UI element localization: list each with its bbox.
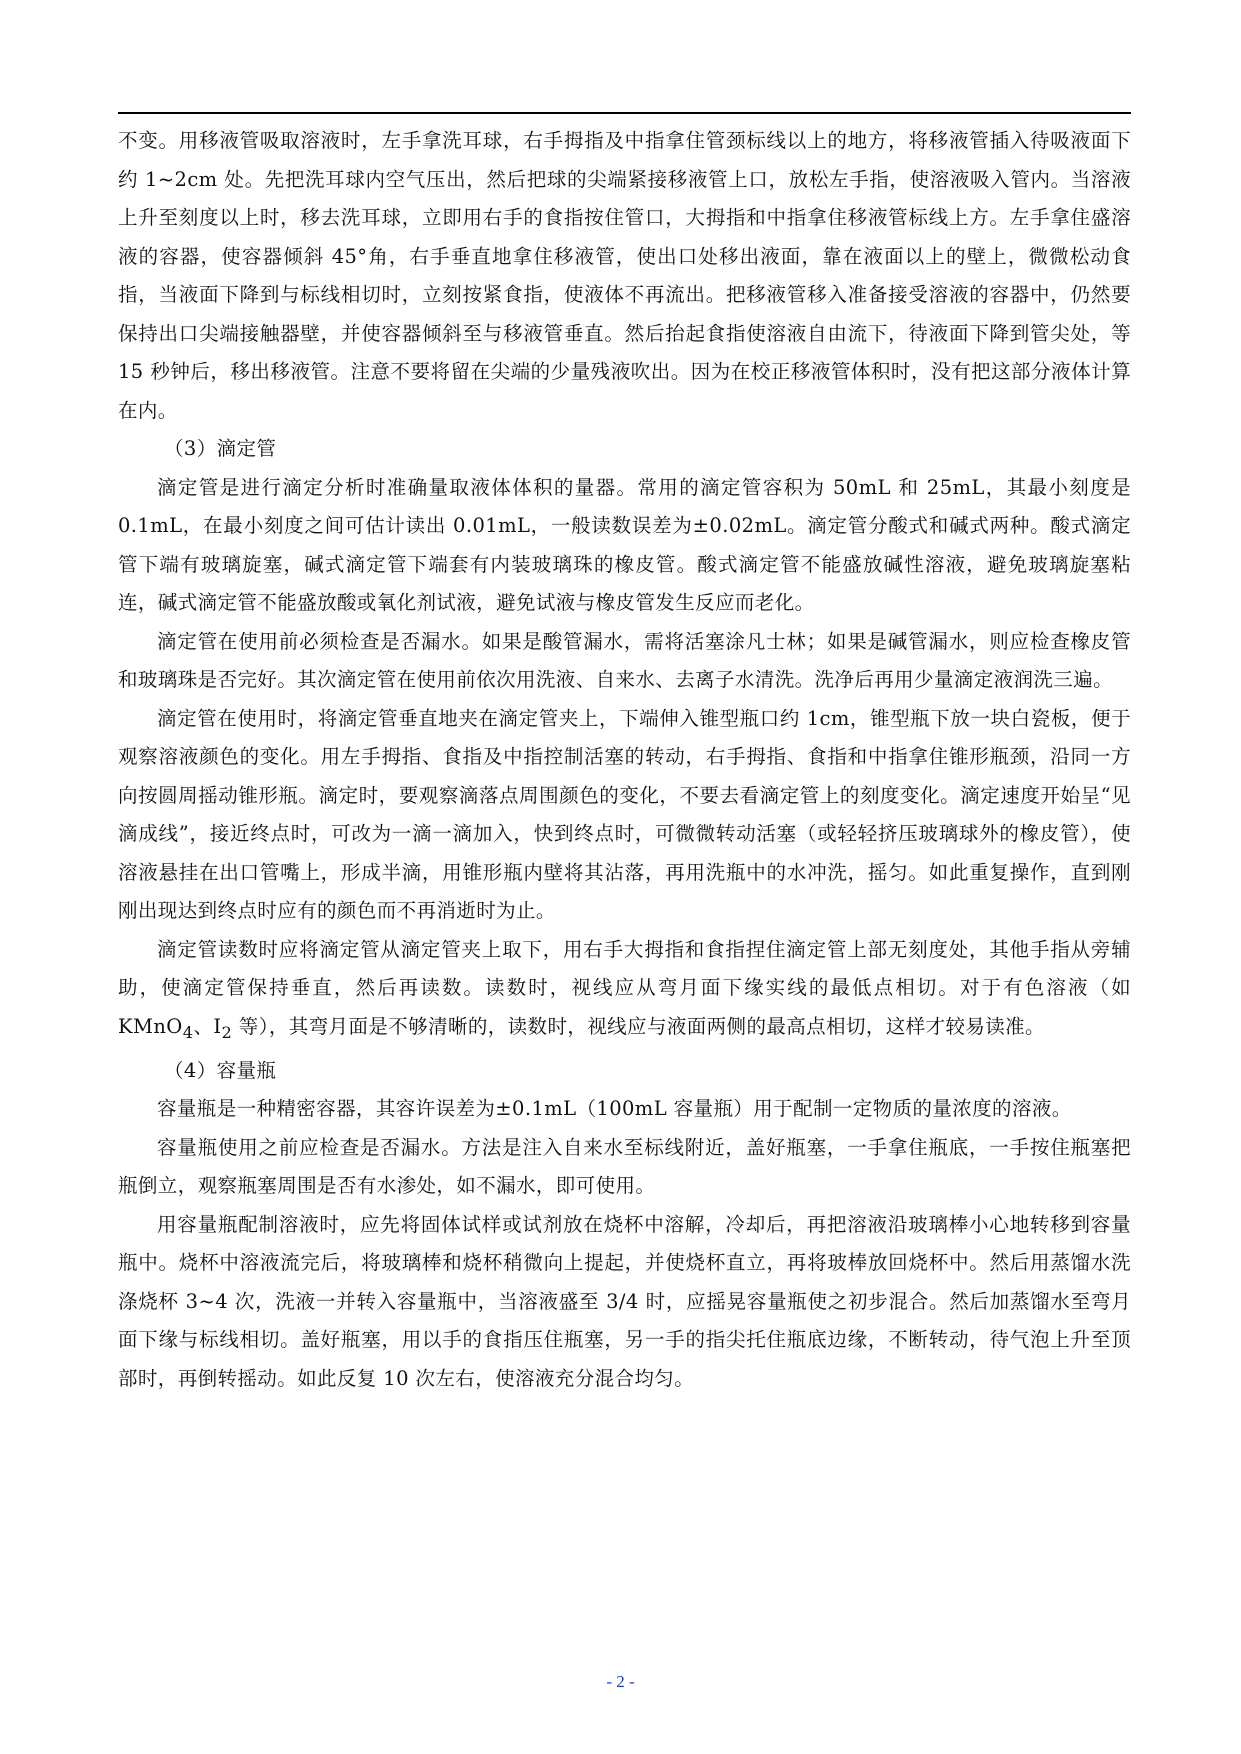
header-rule — [118, 112, 1131, 114]
section-heading-burette: （3）滴定管 — [164, 437, 277, 460]
paragraph-flask-preparation: 用容量瓶配制溶液时，应先将固体试样或试剂放在烧杯中溶解，冷却后，再把溶液沿玻璃棒小心地转移到容量瓶中。烧杯中溶液流完后，将玻璃棒和烧杯稍微向上提起，并使烧杯直立，再将玻棒放回烧杯中。然后用蒸馏水洗涤烧杯 3~4 次，洗液一并转入容量瓶中，当溶液盛至 3/4 时，应摇晃容量瓶使之初步混合。然后加蒸馏水至弯月面下缘与标线相切。盖好瓶塞，用以手的食指压住瓶塞，另一手的指尖托住瓶底边缘，不断转动，待气泡上升至顶部时，再倒转摇动。如此反复 10 次左右，使溶液充分混合均匀。 — [118, 1212, 1131, 1390]
paragraph-burette-intro: 滴定管是进行滴定分析时准确量取液体体积的量器。常用的滴定管容积为 50mL 和 25mL，其最小刻度是 0.1mL，在最小刻度之间可估计读出 0.01mL，一般读数误差为±0.02mL。滴定管分酸式和碱式两种。酸式滴定管下端有玻璃旋塞，碱式滴定管下端套有内装玻璃珠的橡皮管。酸式滴定管不能盛放碱性溶液，避免玻璃旋塞粘连，碱式滴定管不能盛放酸或氧化剂试液，避免试液与橡皮管发生反应而老化。 — [118, 475, 1131, 614]
burette-reading-text-a: 滴定管读数时应将滴定管从滴定管夹上取下，用右手大拇指和食指捏住滴定管上部无刻度处，其他手指从旁辅助，使滴定管保持垂直，然后再读数。读数时，视线应从弯月面下缘实线的最低点相切。对于有色溶液（如 KMnO — [118, 937, 1131, 1038]
paragraph-burette-check: 滴定管在使用前必须检查是否漏水。如果是酸管漏水，需将活塞涂凡士林；如果是碱管漏水，则应检查橡皮管和玻璃珠是否完好。其次滴定管在使用前依次用洗液、自来水、去离子水清洗。洗净后再用少量滴定液润洗三遍。 — [118, 629, 1131, 691]
paragraph-flask-check: 容量瓶使用之前应检查是否漏水。方法是注入自来水至标线附近，盖好瓶塞，一手拿住瓶底，一手按住瓶塞把瓶倒立，观察瓶塞周围是否有水渗处，如不漏水，即可使用。 — [118, 1135, 1131, 1198]
paragraph-pipette-continued: 不变。用移液管吸取溶液时，左手拿洗耳球，右手拇指及中指拿住管颈标线以上的地方，将移液管插入待吸液面下约 1~2cm 处。先把洗耳球内空气压出，然后把球的尖端紧接移液管上口，放松左手指，使溶液吸入管内。当溶液上升至刻度以上时，移去洗耳球，立即用右手的食指按住管口，大拇指和中指拿住移液管标线上方。左手拿住盛溶液的容器，使容器倾斜 45°角，右手垂直地拿住移液管，使出口处移出液面，靠在液面以上的壁上，微微松动食指，当液面下降到与标线相切时，立刻按紧食指，使液体不再流出。把移液管移入准备接受溶液的容器中，仍然要保持出口尖端接触器壁，并使容器倾斜至与移液管垂直。然后抬起食指使溶液自由流下，待液面下降到管尖处，等 15 秒钟后，移出移液管。注意不要将留在尖端的少量残液吹出。因为在校正移液管体积时，没有把这部分液体计算在内。 — [118, 129, 1131, 422]
paragraph-flask-intro: 容量瓶是一种精密容器，其容许误差为±0.1mL（100mL 容量瓶）用于配制一定物质的量浓度的溶液。 — [157, 1097, 1072, 1121]
burette-reading-text-b: 、I — [193, 1014, 222, 1038]
section-heading-volumetric-flask: （4）容量瓶 — [164, 1058, 277, 1082]
subscript-2: 2 — [221, 1022, 233, 1042]
paragraph-burette-usage: 滴定管在使用时，将滴定管垂直地夹在滴定管夹上，下端伸入锥型瓶口约 1cm，锥型瓶下放一块白瓷板，便于观察溶液颜色的变化。用左手拇指、食指及中指控制活塞的转动，右手拇指、食指和中指拿住锥形瓶颈，沿同一方向按圆周摇动锥形瓶。滴定时，要观察滴落点周围颜色的变化，不要去看滴定管上的刻度变化。滴定速度开始呈“见滴成线”，接近终点时，可改为一滴一滴加入，快到终点时，可微微转动活塞（或轻轻挤压玻璃球外的橡皮管），使溶液悬挂在出口管嘴上，形成半滴，用锥形瓶内壁将其沾落，再用洗瓶中的水冲洗，摇匀。如此重复操作，直到刚刚出现达到终点时应有的颜色而不再消逝时为止。 — [118, 706, 1131, 922]
paragraph-burette-reading — [118, 931, 1131, 1052]
subscript-4: 4 — [182, 1022, 194, 1042]
burette-reading-text-c: 等），其弯月面是不够清晰的，读数时，视线应与液面两侧的最高点相切，这样才较易读准。 — [232, 1014, 1045, 1038]
page-number: - 2 - — [606, 1672, 635, 1691]
document-body — [118, 122, 1131, 1398]
